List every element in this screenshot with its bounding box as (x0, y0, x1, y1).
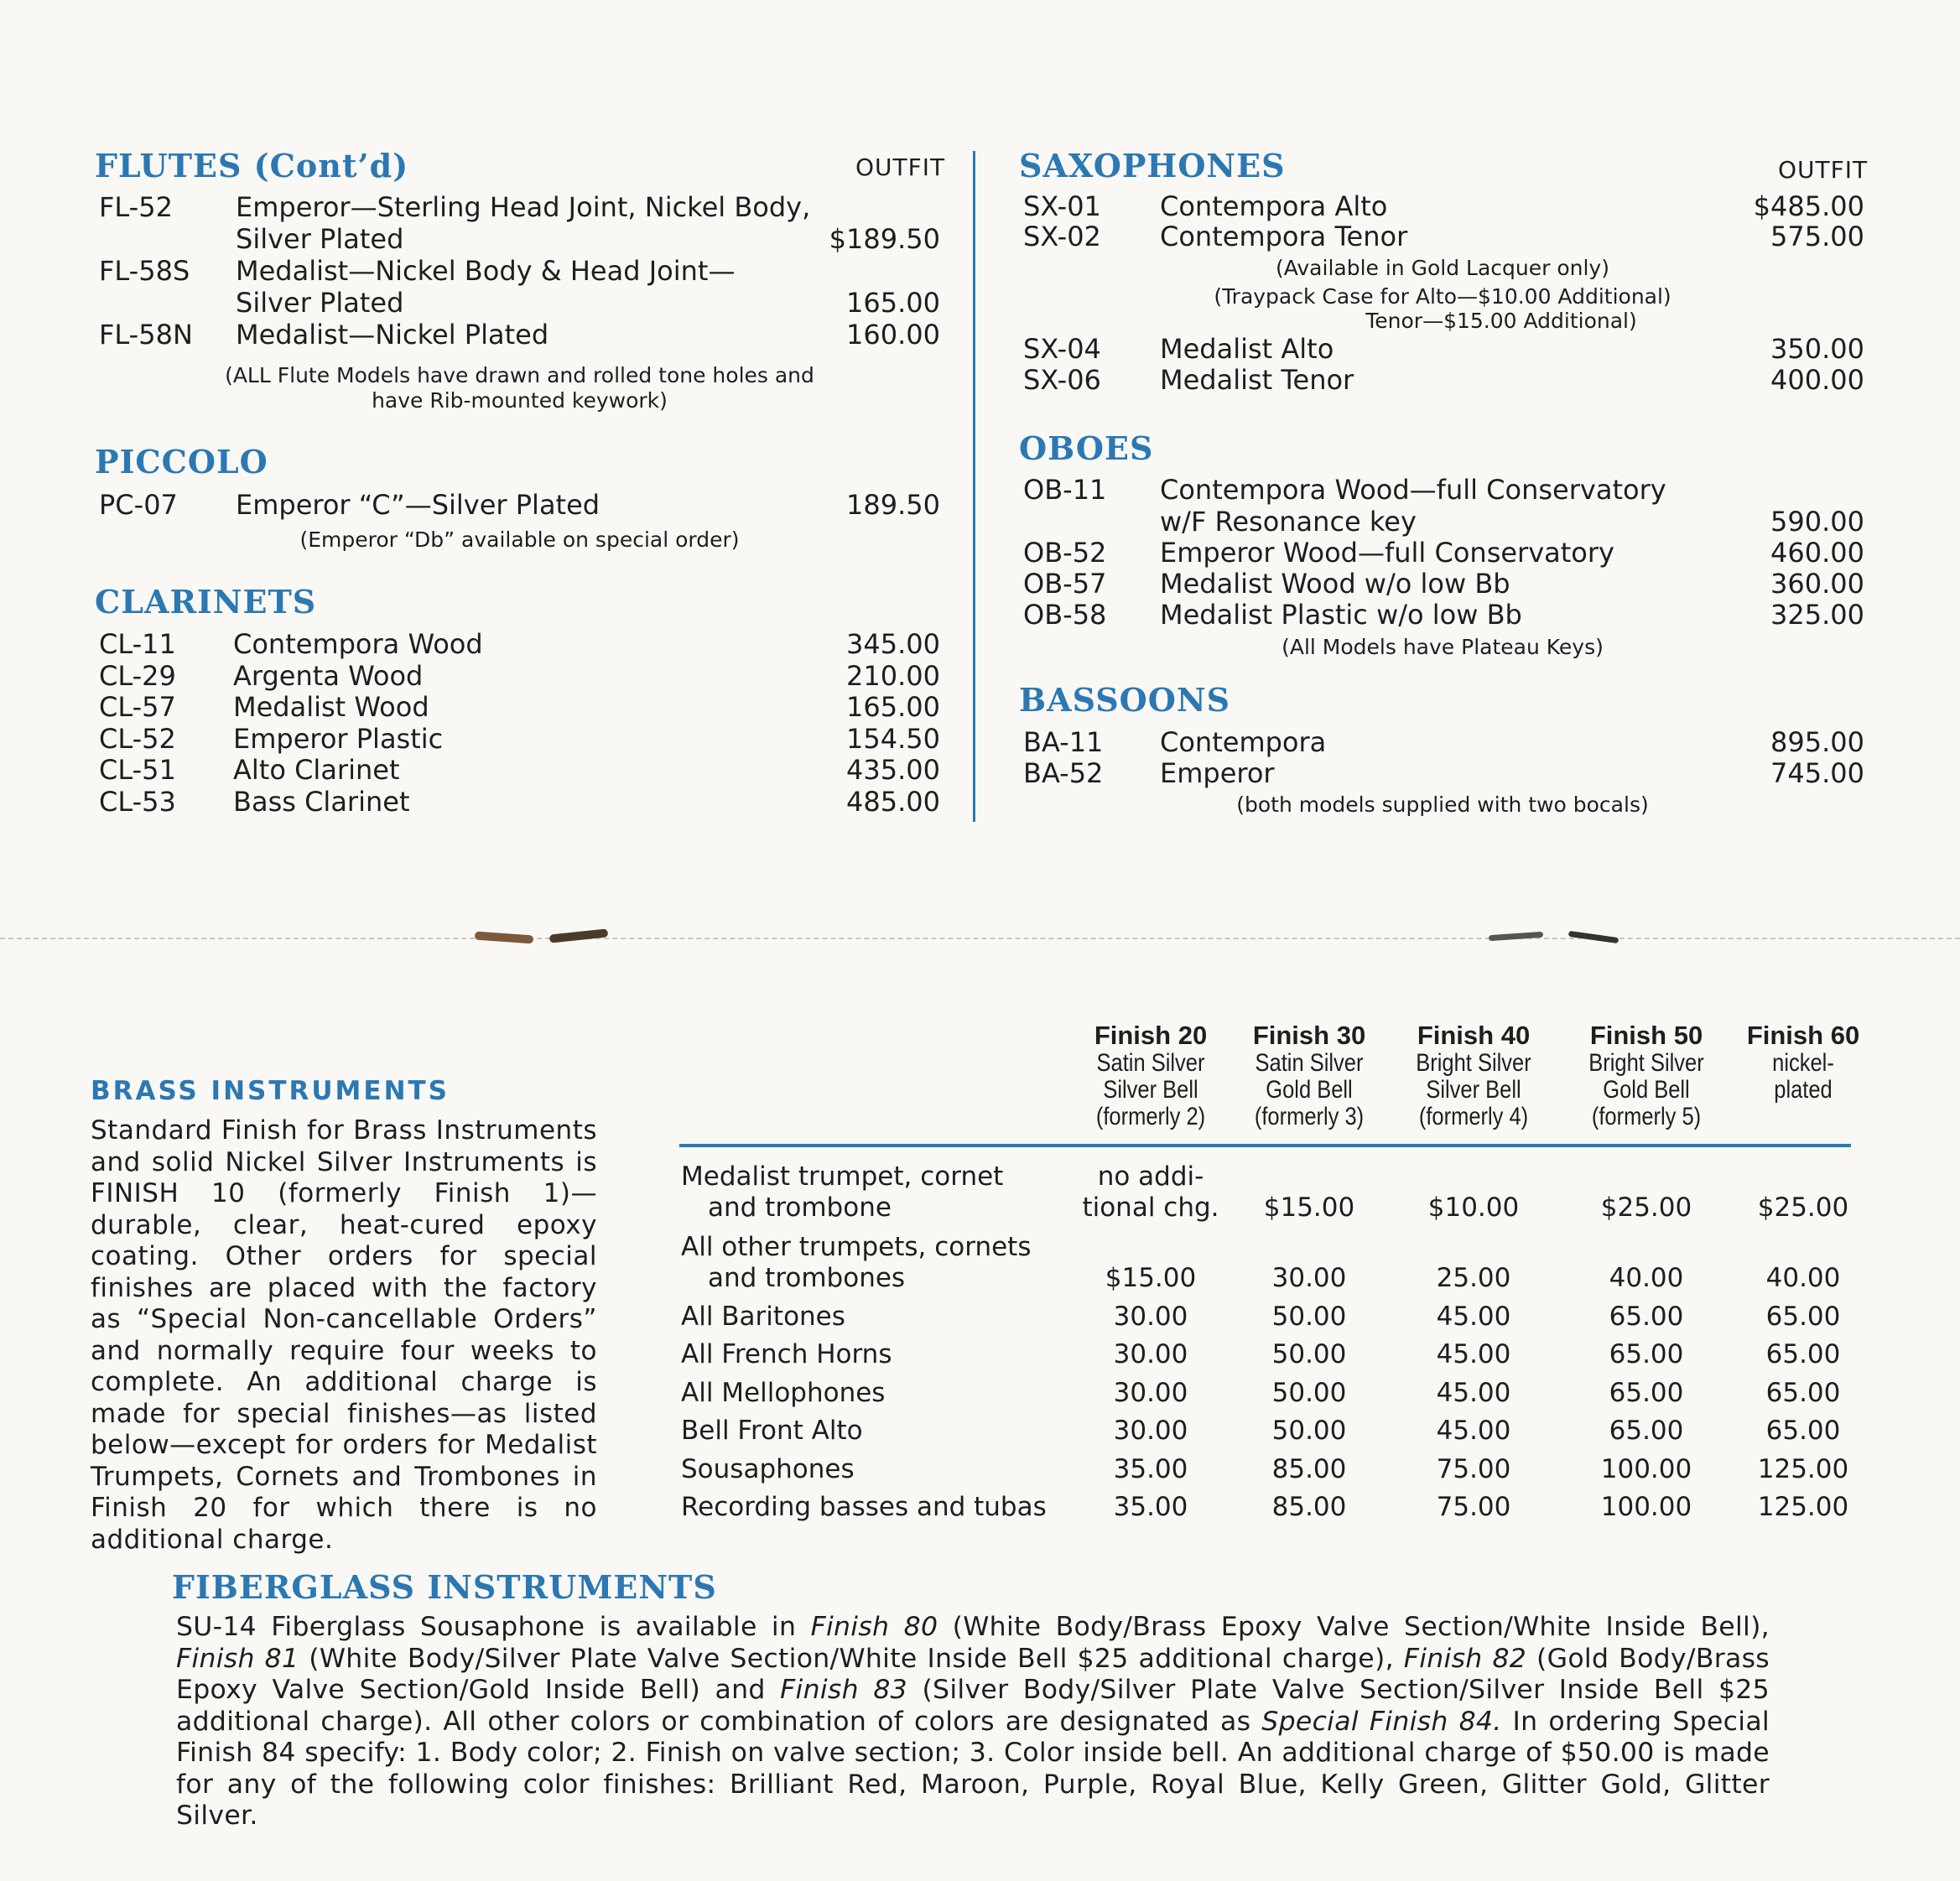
price-cell: tional chg. (1082, 1193, 1219, 1223)
clarinet-row: CL-29 Argenta Wood 210.00 (99, 659, 940, 692)
row-label: All Baritones (681, 1302, 845, 1332)
column-divider (973, 151, 975, 822)
price-cell: 65.00 (1609, 1416, 1684, 1446)
price-cell: 65.00 (1609, 1302, 1684, 1332)
price-cell: 100.00 (1600, 1454, 1692, 1484)
row-label: All French Horns (681, 1339, 892, 1369)
oboes-note: (All Models have Plateau Keys) (1282, 635, 1604, 659)
row-label: All Mellophones (681, 1378, 886, 1408)
piccolo-row: PC-07 Emperor “C”—Silver Plated 189.50 (99, 489, 940, 521)
piccolo-note: (Emperor “Db” available on special order) (299, 527, 740, 552)
staple (475, 932, 534, 944)
price-cell: 40.00 (1609, 1263, 1684, 1293)
price-cell: 85.00 (1271, 1492, 1347, 1522)
price-cell: 65.00 (1765, 1302, 1841, 1332)
price-cell: $10.00 (1427, 1193, 1520, 1223)
row-label: All other trumpets, cornets (681, 1232, 1032, 1262)
row-label-cont: and trombones (708, 1263, 906, 1293)
flute-row: FL-58S Medalist—Nickel Body & Head Joint— (99, 255, 736, 287)
price-cell: no addi- (1097, 1161, 1204, 1192)
sax-note: (Available in Gold Lacquer only) (1276, 256, 1609, 280)
staple (1568, 931, 1619, 943)
price-cell: 45.00 (1436, 1416, 1511, 1446)
row-label: Sousaphones (681, 1454, 855, 1484)
price-cell: 65.00 (1609, 1378, 1684, 1408)
price-cell: 45.00 (1436, 1302, 1511, 1332)
price-cell: 35.00 (1113, 1454, 1188, 1484)
price-cell: 25.00 (1436, 1263, 1511, 1293)
fiberglass-description: SU-14 Fiberglass Sousaphone is available in Finish 80 (White Body/Brass Epoxy Valve Section/White Inside Bell), Finish 81 (White Body/Silver Plate Valve Section/White Inside Bell $25 additional charge), Finish 82 (Gold Body/Brass Epoxy Valve Section/Gold Inside Bell) and Finish 83 (Silver Body/Silver Plate Valve Section/Silver Inside Bell $25 additional charge). All other colors or combination of colors are designated as Special Finish 84. In ordering Special Finish 84 specify: 1. Body color; 2. Finish on valve section; 3. Color inside bell. An additional charge of $50.00 is made for any of the following color finishes: Brilliant Red, Maroon, Purple, Royal Blue, Kelly Green, Glitter Gold, Glitter Silver. (176, 1612, 1770, 1831)
price-cell: 50.00 (1271, 1378, 1347, 1408)
price-cell: $15.00 (1105, 1263, 1197, 1293)
piccolo-heading: PICCOLO (95, 443, 268, 481)
sax-row: SX-04 Medalist Alto 350.00 (1023, 333, 1864, 365)
clarinet-row: CL-51 Alto Clarinet 435.00 (99, 754, 940, 787)
finish-header: Finish 20 Satin Silver Silver Bell (formerly 2) (1094, 1021, 1208, 1130)
price-cell: 50.00 (1271, 1302, 1347, 1332)
price-cell: 125.00 (1757, 1454, 1849, 1484)
clarinet-row: CL-57 Medalist Wood 165.00 (99, 691, 940, 724)
clarinet-row: CL-53 Bass Clarinet 485.00 (99, 786, 940, 818)
outfit-label-left: OUTFIT (855, 153, 946, 181)
price-cell: 65.00 (1765, 1378, 1841, 1408)
saxophones-heading: SAXOPHONES (1019, 147, 1286, 184)
price-cell: 30.00 (1113, 1339, 1188, 1369)
fold-line (0, 938, 1960, 939)
price-cell: 100.00 (1600, 1492, 1692, 1522)
brass-description: Standard Finish for Brass Instruments and solid Nickel Silver Instruments is FINISH 10 (formerly Finish 1)—durable, clear, heat-cured epoxy coating. Other orders for special finishes are placed with the factory as “Special Non-cancellable Orders” and normally require four weeks to complete. An additional charge is made for special finishes—as listed below—except for orders for Medalist Trumpets, Cornets and Trombones in Finish 20 for which there is no additional charge. (91, 1115, 597, 1555)
oboe-row: OB-58 Medalist Plastic w/o low Bb 325.00 (1023, 599, 1864, 631)
price-cell: 30.00 (1113, 1378, 1188, 1408)
bassoons-heading: BASSOONS (1019, 681, 1231, 719)
price-cell: $25.00 (1600, 1193, 1692, 1223)
price-cell: 35.00 (1113, 1492, 1188, 1522)
flutes-note: (ALL Flute Models have drawn and rolled tone holes and (225, 363, 814, 387)
price-cell: 30.00 (1113, 1302, 1188, 1332)
price-cell: 45.00 (1436, 1339, 1511, 1369)
finish-header: Finish 30 Satin Silver Gold Bell (formerly 3) (1252, 1021, 1366, 1130)
price-cell: 40.00 (1765, 1263, 1841, 1293)
staple (1489, 932, 1543, 942)
row-label: Recording basses and tubas (681, 1492, 1047, 1522)
price-cell: 65.00 (1765, 1339, 1841, 1369)
bassoon-row: BA-11 Contempora 895.00 (1023, 726, 1864, 758)
flutes-heading: FLUTES (Cont’d) (95, 147, 409, 184)
flute-row-cont: Silver Plated $189.50 (236, 223, 940, 255)
clarinet-row: CL-52 Emperor Plastic 154.50 (99, 722, 940, 755)
row-label: Bell Front Alto (681, 1416, 863, 1446)
price-cell: 125.00 (1757, 1492, 1849, 1522)
sax-row: SX-06 Medalist Tenor 400.00 (1023, 364, 1864, 396)
finish-header: Finish 60 nickel- plated (1746, 1021, 1860, 1104)
sax-row: SX-02 Contempora Tenor 575.00 (1023, 221, 1864, 252)
price-cell: 65.00 (1609, 1339, 1684, 1369)
brass-heading: BRASS INSTRUMENTS (91, 1076, 450, 1106)
flute-row-cont: Silver Plated 165.00 (236, 287, 940, 319)
sax-note: (Traypack Case for Alto—$10.00 Additional) (1214, 284, 1671, 309)
price-cell: $25.00 (1757, 1193, 1849, 1223)
price-cell: 75.00 (1436, 1454, 1511, 1484)
finish-header: Finish 50 Bright Silver Gold Bell (formerly 5) (1588, 1021, 1704, 1130)
flute-row: FL-58N Medalist—Nickel Plated 160.00 (99, 319, 940, 351)
clarinets-heading: CLARINETS (95, 583, 317, 621)
oboe-row-cont: w/F Resonance key 590.00 (1160, 506, 1864, 538)
sax-note: Tenor—$15.00 Additional) (1365, 309, 1637, 333)
oboe-row: OB-52 Emperor Wood—full Conservatory 460.00 (1023, 537, 1864, 569)
price-cell: 50.00 (1271, 1339, 1347, 1369)
price-cell: 50.00 (1271, 1416, 1347, 1446)
price-cell: 85.00 (1271, 1454, 1347, 1484)
price-cell: 65.00 (1765, 1416, 1841, 1446)
finish-header: Finish 40 Bright Silver Silver Bell (formerly 4) (1416, 1021, 1531, 1130)
oboe-row: OB-11 Contempora Wood—full Conservatory (1023, 474, 1666, 506)
row-label: Medalist trumpet, cornet (681, 1161, 1004, 1192)
price-cell: $15.00 (1263, 1193, 1355, 1223)
row-label-cont: and trombone (708, 1193, 892, 1223)
flute-row: FL-52 Emperor—Sterling Head Joint, Nickel Body, (99, 191, 811, 223)
table-rule (679, 1144, 1851, 1147)
flutes-note: have Rib-mounted keywork) (372, 388, 668, 413)
price-cell: 45.00 (1436, 1378, 1511, 1408)
staple (549, 928, 609, 943)
bassoons-note: (both models supplied with two bocals) (1236, 792, 1649, 817)
sax-row: SX-01 Contempora Alto $485.00 (1023, 190, 1864, 222)
bassoon-row: BA-52 Emperor 745.00 (1023, 757, 1864, 789)
fiberglass-heading: FIBERGLASS INSTRUMENTS (172, 1568, 717, 1606)
outfit-label-right: OUTFIT (1778, 156, 1869, 184)
oboe-row: OB-57 Medalist Wood w/o low Bb 360.00 (1023, 568, 1864, 600)
oboes-heading: OBOES (1019, 429, 1154, 467)
price-cell: 30.00 (1113, 1416, 1188, 1446)
clarinet-row: CL-11 Contempora Wood 345.00 (99, 628, 940, 660)
price-cell: 75.00 (1436, 1492, 1511, 1522)
price-cell: 30.00 (1271, 1263, 1347, 1293)
